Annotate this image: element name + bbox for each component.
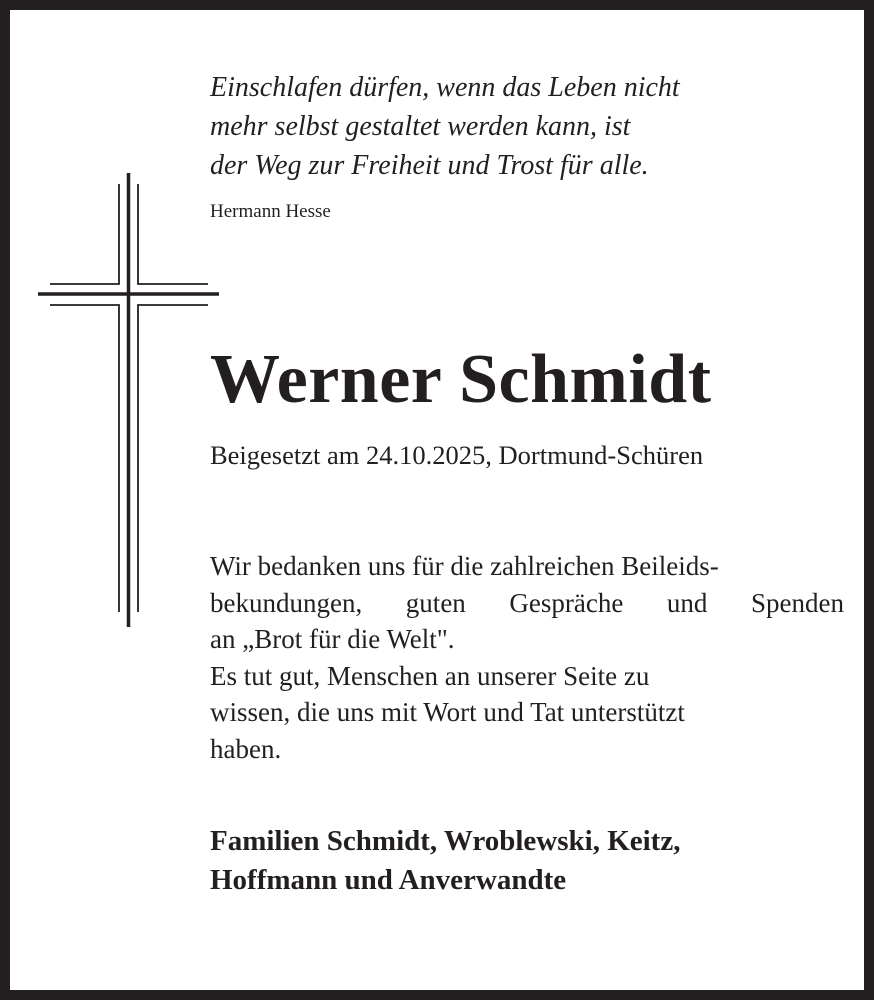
quote-line: der Weg zur Freiheit und Trost für alle. <box>210 150 649 181</box>
family-signature <box>210 822 680 900</box>
quote <box>210 68 680 185</box>
message-line: wissen, die uns mit Wort und Tat unterstützt <box>210 697 685 727</box>
quote-line: mehr selbst gestaltet werden kann, ist <box>210 111 631 142</box>
deceased-name: Werner Schmidt <box>210 341 712 418</box>
message-line: bekundungen, guten Gespräche und Spenden <box>210 587 844 618</box>
quote-line: Einschlafen dürfen, wenn das Leben nicht <box>210 72 680 103</box>
message-line: Es tut gut, Menschen an unserer Seite zu <box>210 660 650 691</box>
message-line: haben. <box>210 733 282 764</box>
quote-author: Hermann Hesse <box>210 201 331 222</box>
burial-info: Beigesetzt am 24.10.2025, Dortmund-Schüren <box>210 440 704 470</box>
signature-line: Hoffmann und Anverwandte <box>210 864 567 896</box>
signature-line: Familien Schmidt, Wroblewski, Keitz, <box>210 825 681 857</box>
message-line: an „Brot für die Welt". <box>210 624 455 654</box>
thank-you-message <box>210 548 844 767</box>
message-line: Wir bedanken uns für die zahlreichen Beileids- <box>210 551 719 581</box>
